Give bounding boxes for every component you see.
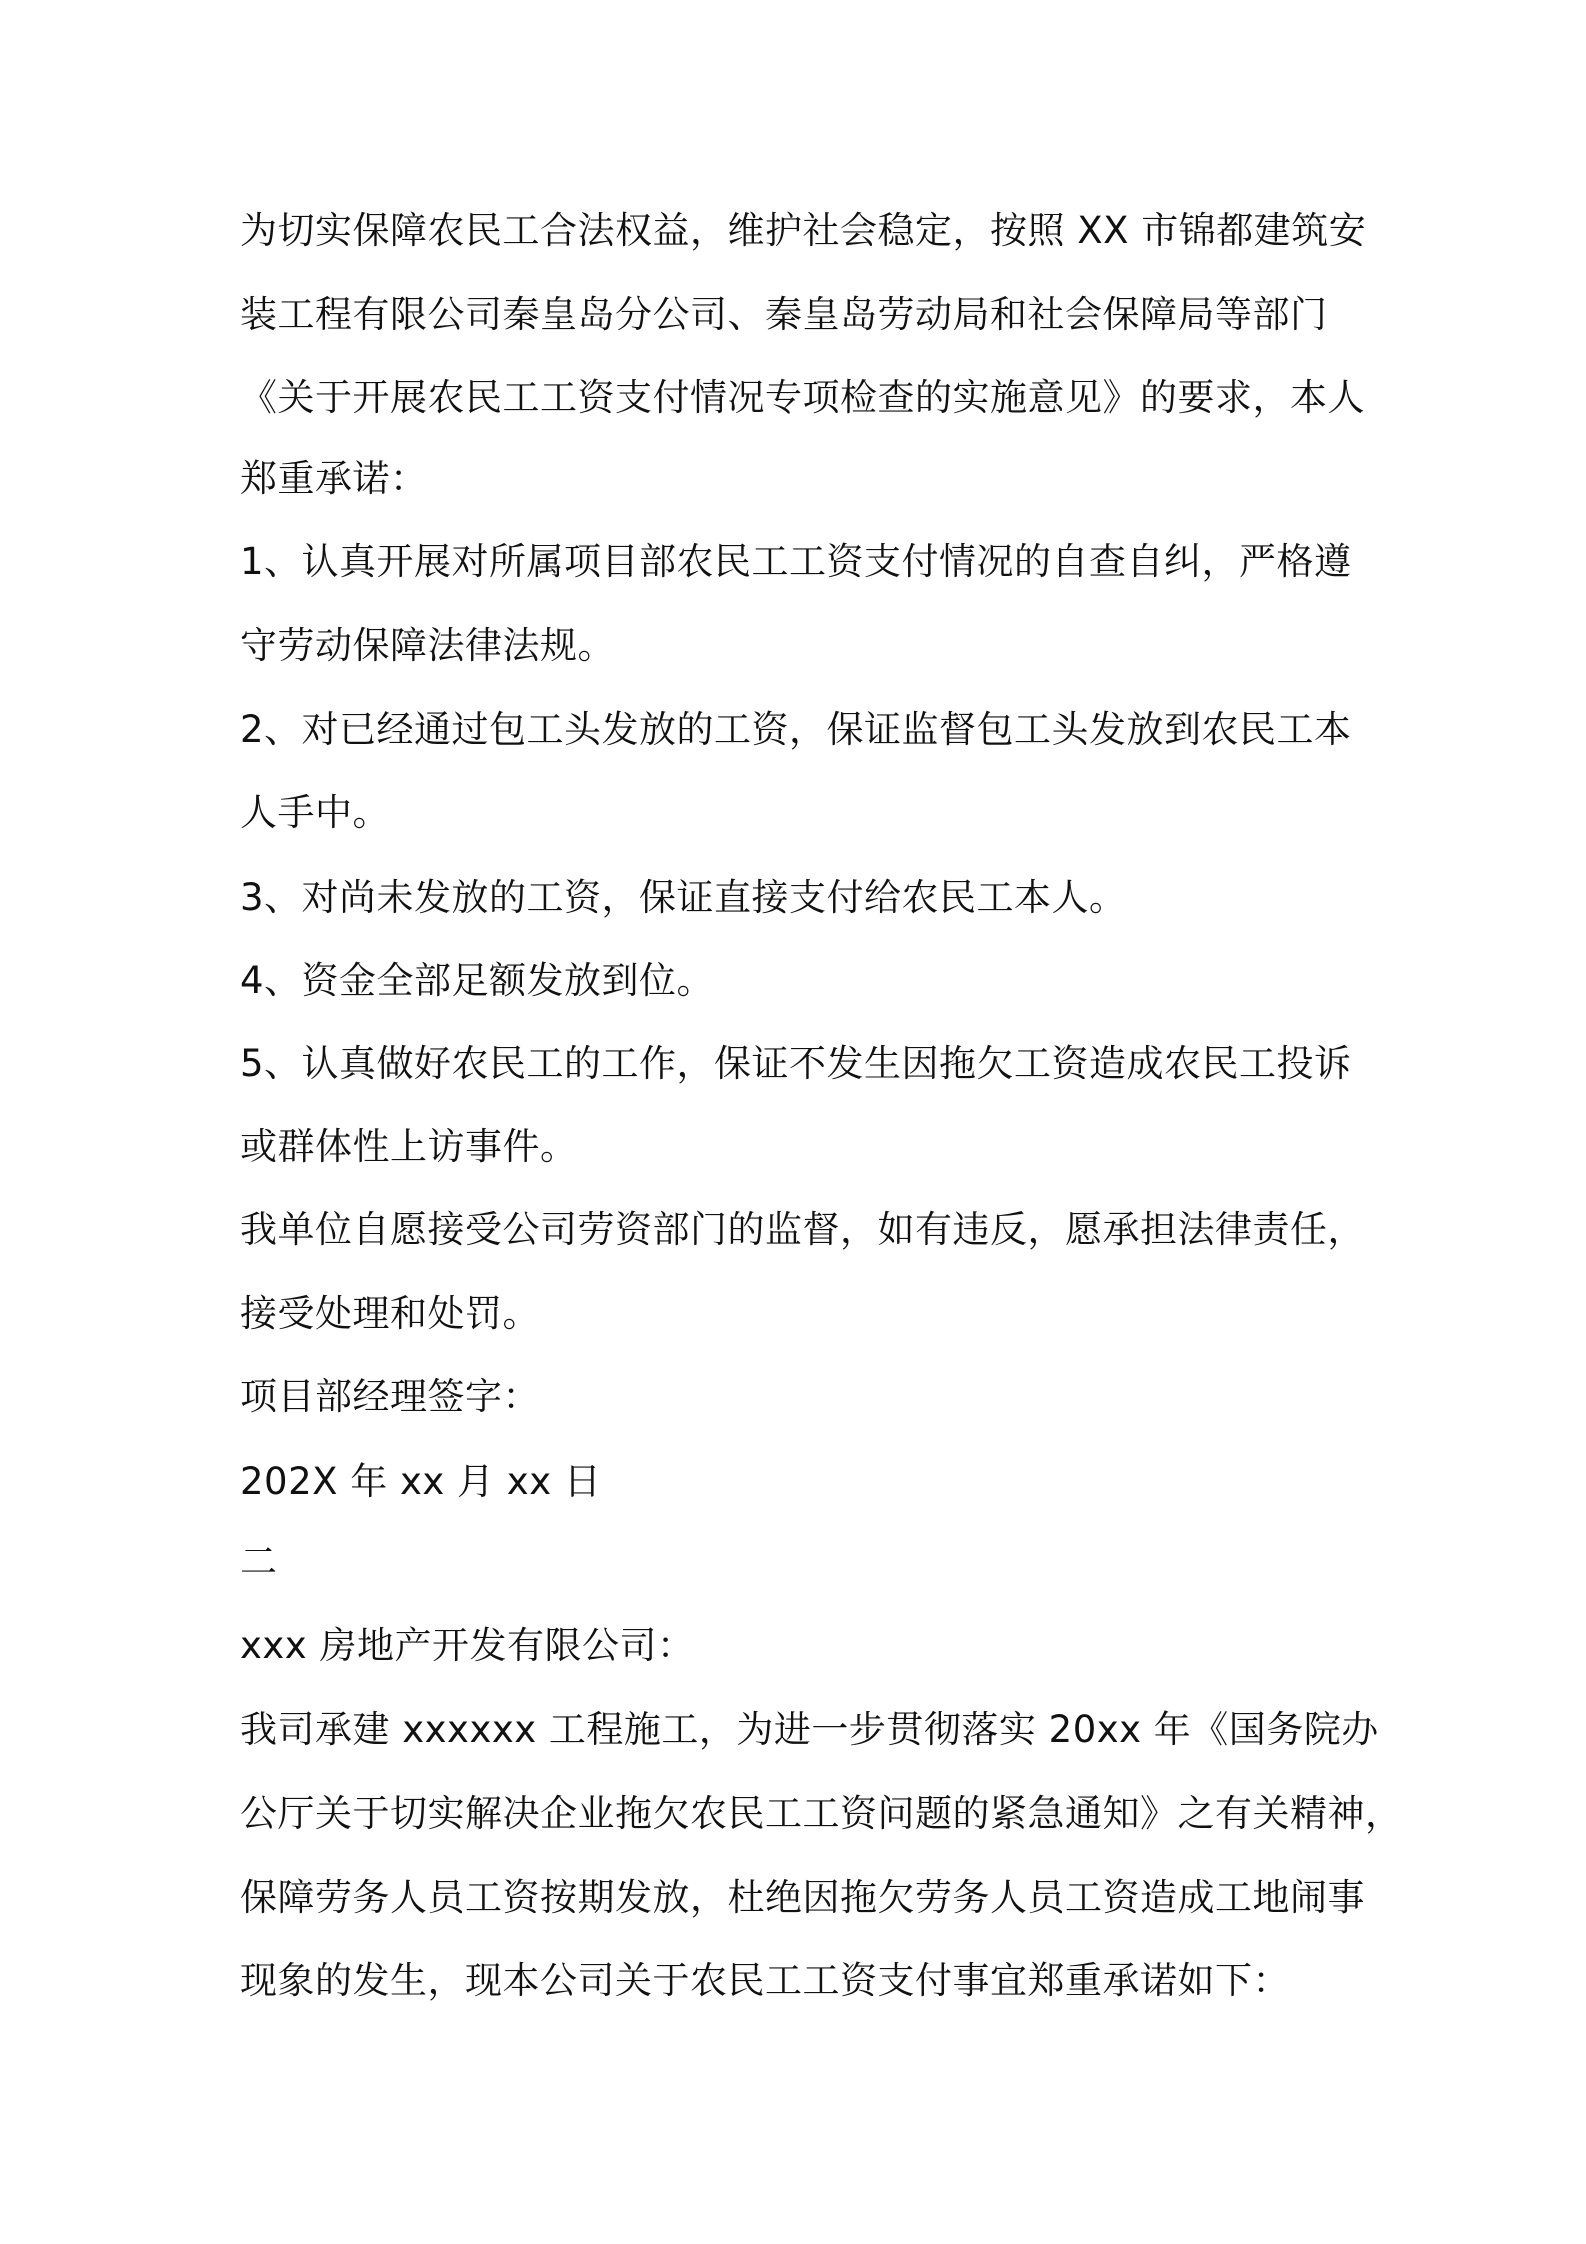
paragraph-line: 公厅关于切实解决企业拖欠农民工工资问题的紧急通知》之有关精神， — [240, 1792, 1403, 1835]
paragraph-line: 为切实保障农民工合法权益，维护社会稳定，按照 XX 市锦都建筑安 — [240, 209, 1367, 252]
paragraph-line: 装工程有限公司秦皇岛分公司、秦皇岛劳动局和社会保障局等部门 — [240, 293, 1328, 336]
paragraph-line: 接受处理和处罚。 — [240, 1292, 540, 1335]
list-item-line: 1、认真开展对所属项目部农民工工资支付情况的自查自纠，严格遵 — [240, 540, 1352, 583]
list-item-line: 人手中。 — [240, 791, 390, 834]
list-item-line: 5、认真做好农民工的工作，保证不发生因拖欠工资造成农民工投诉 — [240, 1042, 1352, 1085]
paragraph-line: 郑重承诺： — [240, 457, 428, 500]
section-heading: 二 — [240, 1540, 278, 1583]
paragraph-line: 现象的发生，现本公司关于农民工工资支付事宜郑重承诺如下： — [240, 1959, 1290, 2002]
list-item-line: 3、对尚未发放的工资，保证直接支付给农民工本人。 — [240, 876, 1127, 919]
paragraph-line: 我司承建 xxxxxx 工程施工，为进一步贯彻落实 20xx 年《国务院办 — [240, 1708, 1379, 1751]
list-item-line: 4、资金全部足额发放到位。 — [240, 959, 715, 1002]
signature-label: 项目部经理签字： — [240, 1375, 540, 1418]
list-item-line: 守劳动保障法律法规。 — [240, 624, 615, 667]
addressee-line: xxx 房地产开发有限公司： — [240, 1624, 695, 1667]
list-item-line: 2、对已经通过包工头发放的工资，保证监督包工头发放到农民工本 — [240, 708, 1352, 751]
paragraph-line: 我单位自愿接受公司劳资部门的监督，如有违反，愿承担法律责任， — [240, 1208, 1365, 1251]
paragraph-line: 保障劳务人员工资按期发放，杜绝因拖欠劳务人员工资造成工地闹事 — [240, 1876, 1365, 1919]
date-line: 202X 年 xx 月 xx 日 — [240, 1460, 602, 1503]
list-item-line: 或群体性上访事件。 — [240, 1125, 578, 1168]
paragraph-line: 《关于开展农民工工资支付情况专项检查的实施意见》的要求，本人 — [240, 376, 1365, 419]
